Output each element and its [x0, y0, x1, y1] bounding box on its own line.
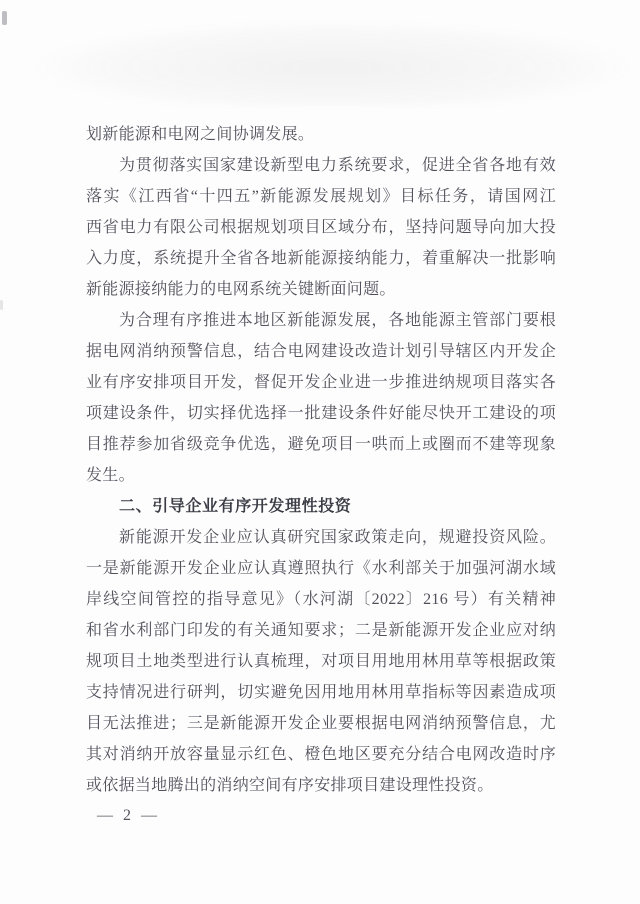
document-body [86, 119, 556, 801]
text-line: 一是新能源开发企业应认真遵照执行《水利部关于加强河湖水域 [86, 560, 556, 577]
text-line: 据电网消纳预警信息，结合电网建设改造计划引导辖区内开发企 [86, 343, 556, 360]
text-line: 业有序安排项目开发，督促开发企业进一步推进纳规项目落实各 [86, 374, 556, 391]
text-line: 岸线空间管控的指导意见》（水河湖〔2022〕216 号）有关精神 [86, 591, 556, 608]
text-line: 为合理有序推进本地区新能源发展，各地能源主管部门要根 [119, 312, 556, 329]
text-line: 目推荐参加省级竞争优选，避免项目一哄而上或圈而不建等现象 [86, 436, 556, 453]
text-line: 其对消纳开放容量显示红色、橙色地区要充分结合电网改造时序 [86, 746, 556, 763]
text-line: 目无法推进；三是新能源开发企业要根据电网消纳预警信息，尤 [86, 715, 556, 732]
text-line: 划新能源和电网之间协调发展。 [86, 126, 315, 143]
text-line: 入力度，系统提升全省各地新能源接纳能力，着重解决一批影响 [86, 250, 556, 267]
text-line: 和省水利部门印发的有关通知要求；二是新能源开发企业应对纳 [86, 622, 556, 639]
text-line: 发生。 [86, 467, 135, 484]
text-line: 落实《江西省“十四五”新能源发展规划》目标任务，请国网江 [86, 188, 556, 205]
text-line: 或依据当地腾出的消纳空间有序安排项目建设理性投资。 [86, 777, 494, 794]
section-heading: 二、引导企业有序开发理性投资 [119, 498, 352, 515]
text-line: 西省电力有限公司根据规划项目区域分布，坚持问题导向加大投 [86, 219, 556, 236]
scan-artifact-top [0, 20, 640, 106]
text-line: 规项目土地类型进行认真梳理，对项目用地用林用草等根据政策 [86, 653, 556, 670]
text-line: 项建设条件，切实择优选择一批建设条件好能尽快开工建设的项 [86, 405, 556, 422]
text-line: 支持情况进行研判，切实避免因用地用林用草指标等因素造成项 [86, 684, 556, 701]
text-line: 新能源接纳能力的电网系统关键断面问题。 [86, 281, 396, 298]
page-number: — 2 — [97, 807, 160, 824]
text-line: 新能源开发企业应认真研究国家政策走向，规避投资风险。 [119, 529, 556, 546]
text-line: 为贯彻落实国家建设新型电力系统要求，促进全省各地有效 [119, 157, 556, 174]
scan-speck [2, 11, 7, 25]
scan-speck [0, 300, 3, 310]
